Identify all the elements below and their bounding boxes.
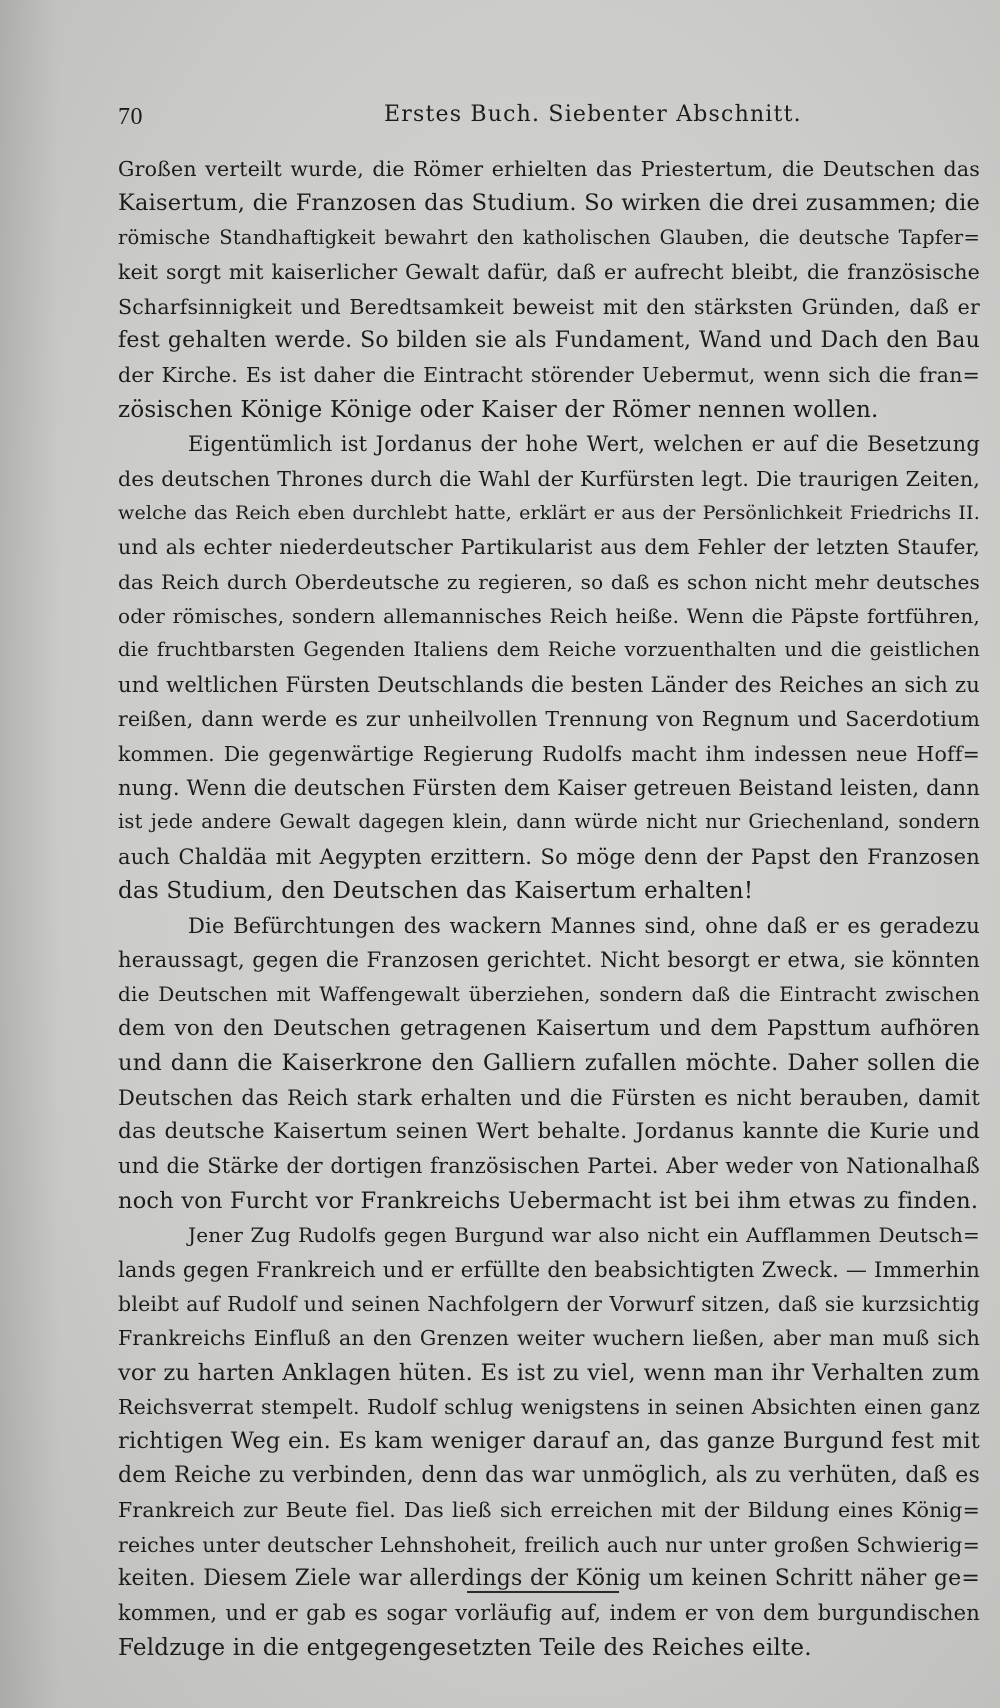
text-line: und weltlichen Fürsten Deutschlands die besten Länder des Reiches an sich zu: [118, 672, 980, 697]
text-line: des deutschen Thrones durch die Wahl der Kurfürsten legt. Die traurigen Zeiten,: [118, 466, 980, 491]
text-line: heraussagt, gegen die Franzosen gerichtet. Nicht besorgt er etwa, sie könnten: [118, 947, 980, 972]
text-line: Jener Zug Rudolfs gegen Burgund war also nicht ein Aufflammen Deutsch=: [188, 1223, 980, 1248]
paragraph-2: [118, 427, 980, 908]
text-line: keit sorgt mit kaiserlicher Gewalt dafür, daß er aufrecht bleibt, die französische: [118, 260, 980, 285]
text-line: der Kirche. Es ist daher die Eintracht störender Uebermut, wenn sich die fran=: [118, 363, 980, 388]
text-line: die fruchtbarsten Gegenden Italiens dem Reiche vorzuenthalten und die geistlichen: [118, 638, 980, 662]
text-line: richtigen Weg ein. Es kam weniger darauf an, das ganze Burgund fest mit: [118, 1428, 980, 1455]
text-line: bleibt auf Rudolf und seinen Nachfolgern der Vorwurf sitzen, daß sie kurzsichtig: [118, 1291, 980, 1316]
text-line: oder römisches, sondern allemannisches Reich heiße. Wenn die Päpste fortführen,: [118, 604, 980, 629]
text-line: welche das Reich eben durchlebt hatte, erklärt er aus der Persönlichkeit Friedrichs II.: [118, 501, 980, 524]
text-line: zösischen Könige Könige oder Kaiser der Römer nennen wollen.: [118, 396, 879, 423]
text-line: Reichsverrat stempelt. Rudolf schlug wenigstens in seinen Absichten einen ganz: [118, 1395, 980, 1420]
text-line: keiten. Diesem Ziele war allerdings der König um keinen Schritt näher ge=: [118, 1566, 980, 1592]
text-line: dem Reiche zu verbinden, denn das war unmöglich, als zu verhüten, daß es: [118, 1462, 980, 1488]
text-line: und als echter niederdeutscher Partikularist aus dem Fehler der letzten Staufer,: [118, 535, 980, 560]
text-line: Die Befürchtungen des wackern Mannes sind, ohne daß er es geradezu: [188, 913, 980, 938]
page-number: 70: [118, 104, 143, 130]
text-line: Großen verteilt wurde, die Römer erhielten das Priestertum, die Deutschen das: [118, 157, 980, 181]
text-line: Scharfsinnigkeit und Beredtsamkeit beweist mit den stärksten Gründen, daß er: [118, 294, 980, 319]
text-line: Frankreichs Einfluß an den Grenzen weiter wuchern ließen, aber man muß sich: [118, 1326, 980, 1351]
text-line: Deutschen das Reich stark erhalten und die Fürsten es nicht berauben, damit: [118, 1085, 980, 1110]
text-line: Feldzuge in die entgegengesetzten Teile des Reiches eilte.: [118, 1634, 812, 1661]
paragraph-1: [118, 152, 980, 427]
text-line: kommen, und er gab es sogar vorläufig auf, indem er von dem burgundischen: [118, 1601, 980, 1626]
paragraph-3: [118, 909, 980, 1219]
section-end-rule: [467, 1591, 619, 1593]
text-line: das deutsche Kaisertum seinen Wert behalte. Jordanus kannte die Kurie und: [118, 1118, 980, 1144]
text-line: kommen. Die gegenwärtige Regierung Rudolfs macht ihm indessen neue Hoff=: [118, 741, 980, 766]
page-header: [118, 98, 978, 138]
text-line: und dann die Kaiserkrone den Galliern zufallen möchte. Daher sollen die: [118, 1050, 980, 1077]
text-line: das Reich durch Oberdeutsche zu regieren, so daß es schon nicht mehr deutsches: [118, 569, 980, 594]
text-line: noch von Furcht vor Frankreichs Uebermacht ist bei ihm etwas zu finden.: [118, 1187, 979, 1214]
text-line: vor zu harten Anklagen hüten. Es ist zu viel, wenn man ihr Verhalten zum: [118, 1359, 980, 1386]
running-head: Erstes Buch. Siebenter Abschnitt.: [384, 102, 802, 127]
text-line: Eigentümlich ist Jordanus der hohe Wert, welchen er auf die Besetzung: [188, 432, 980, 457]
body-text: [118, 152, 980, 1665]
text-line: fest gehalten werde. So bilden sie als Fundament, Wand und Dach den Bau: [118, 327, 980, 353]
text-line: und die Stärke der dortigen französischen Partei. Aber weder von Nationalhaß: [118, 1154, 980, 1179]
text-line: römische Standhaftigkeit bewahrt den katholischen Glauben, die deutsche Tapfer=: [118, 225, 980, 249]
text-line: nung. Wenn die deutschen Fürsten dem Kaiser getreuen Beistand leisten, dann: [118, 776, 980, 801]
text-line: dem von den Deutschen getragenen Kaisertum und dem Papsttum aufhören: [118, 1015, 980, 1041]
paragraph-4: [118, 1218, 980, 1665]
text-line: die Deutschen mit Waffengewalt überziehen, sondern daß die Eintracht zwischen: [118, 982, 980, 1007]
text-line: Kaisertum, die Franzosen das Studium. So wirken die drei zusammen; die: [118, 190, 980, 217]
text-line: lands gegen Frankreich und er erfüllte den beabsichtigten Zweck. — Immerhin: [118, 1257, 980, 1282]
text-line: reißen, dann werde es zur unheilvollen Trennung von Regnum und Sacerdotium: [118, 707, 980, 732]
text-line: auch Chaldäa mit Aegypten erzittern. So möge denn der Papst den Franzosen: [118, 844, 980, 869]
text-line: Frankreich zur Beute fiel. Das ließ sich erreichen mit der Bildung eines König=: [118, 1498, 980, 1523]
text-line: ist jede andere Gewalt dagegen klein, dann würde nicht nur Griechenland, sondern: [118, 810, 980, 834]
text-line: reiches unter deutscher Lehnshoheit, freilich auch nur unter großen Schwierig=: [118, 1532, 980, 1557]
text-line: das Studium, den Deutschen das Kaisertum erhalten!: [118, 878, 754, 905]
